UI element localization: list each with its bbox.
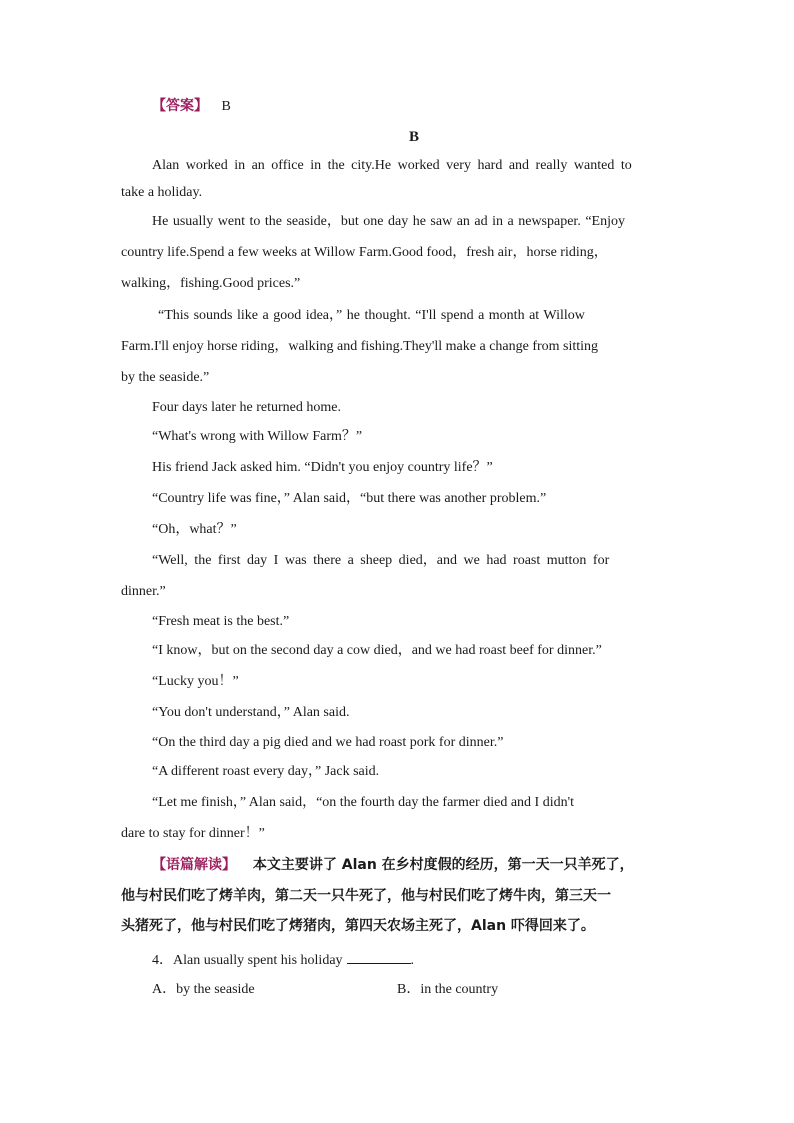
passage-line: by the seaside.” bbox=[121, 370, 210, 385]
answer-value: B bbox=[221, 99, 231, 114]
passage-line: His friend Jack asked him. “Didn't you enjoy country life？” bbox=[152, 460, 493, 475]
passage-line: “This sounds like a good idea，” he thought. “I'll spend a month at Willow bbox=[158, 308, 585, 323]
passage-line: Farm.I'll enjoy horse riding，walking and fishing.They'll make a change from sitting bbox=[121, 339, 599, 354]
passage-line: “Country life was fine，” Alan said，“but there was another problem.” bbox=[152, 491, 547, 506]
passage-line: “Well, the first day I was there a sheep died，and we had roast mutton for bbox=[152, 553, 610, 568]
passage-line: “A different roast every day，” Jack said. bbox=[152, 764, 380, 779]
passage-line: country life.Spend a few weeks at Willow Farm.Good food，fresh air，horse riding， bbox=[121, 245, 608, 260]
analysis-line: 头猪死了，他与村民们吃了烤猪肉，第四天农场主死了，Alan 吓得回来了。 bbox=[121, 918, 595, 934]
option-a: A．by the seaside bbox=[152, 982, 255, 997]
passage-line: take a holiday. bbox=[121, 185, 203, 200]
answer-blank bbox=[347, 949, 411, 964]
option-b: B．in the country bbox=[397, 982, 499, 997]
passage-line: “Fresh meat is the best.” bbox=[152, 614, 290, 629]
passage-line: “Lucky you！” bbox=[152, 674, 239, 689]
analysis-label: 【语篇解读】 bbox=[152, 857, 236, 873]
passage-line: “I know，but on the second day a cow died，and we had roast beef for dinner.” bbox=[152, 643, 602, 658]
answer-label: 【答案】 bbox=[152, 98, 208, 114]
passage-line: Four days later he returned home. bbox=[152, 400, 341, 415]
analysis-line: 他与村民们吃了烤羊肉，第二天一只牛死了，他与村民们吃了烤牛肉，第三天一 bbox=[121, 888, 611, 904]
passage-line: Alan worked in an office in the city.He worked very hard and really wanted to bbox=[152, 158, 632, 173]
question-end: . bbox=[410, 953, 415, 968]
answer-row bbox=[152, 96, 231, 117]
passage-line: “What's wrong with Willow Farm？” bbox=[152, 429, 363, 444]
analysis-line-first bbox=[152, 855, 634, 875]
passage-line: “Let me finish，” Alan said，“on the fourth day the farmer died and I didn't bbox=[152, 795, 575, 810]
passage-line: walking，fishing.Good prices.” bbox=[121, 276, 301, 291]
question-text: 4．Alan usually spent his holiday bbox=[152, 953, 343, 968]
passage-line: “You don't understand，” Alan said. bbox=[152, 705, 350, 720]
passage-line: dinner.” bbox=[121, 584, 166, 599]
passage-line: dare to stay for dinner！” bbox=[121, 826, 265, 841]
passage-line: “Oh，what？” bbox=[152, 522, 237, 537]
passage-line: He usually went to the seaside，but one day he saw an ad in a newspaper. “Enjoy bbox=[152, 214, 625, 229]
analysis-text: 本文主要讲了 Alan 在乡村度假的经历，第一天一只羊死了， bbox=[252, 857, 634, 873]
passage-line: “On the third day a pig died and we had roast pork for dinner.” bbox=[152, 735, 504, 750]
passage-title: B bbox=[409, 129, 420, 145]
question-row bbox=[152, 949, 414, 971]
